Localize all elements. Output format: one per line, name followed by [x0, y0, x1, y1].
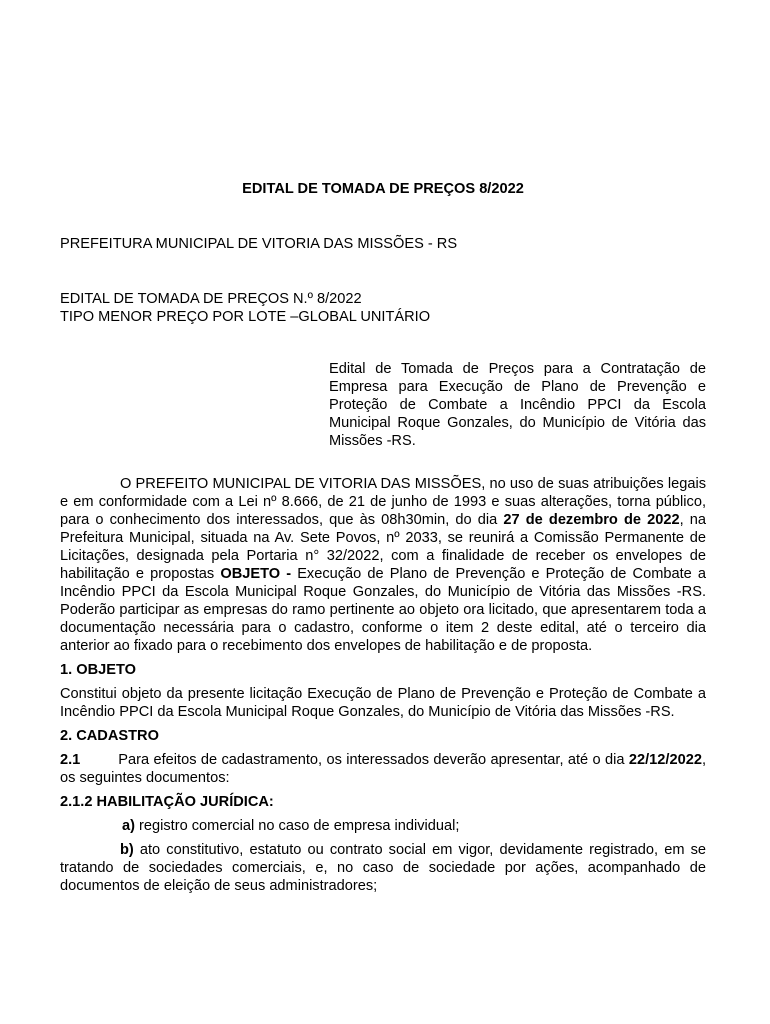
objeto-label: OBJETO -: [220, 566, 292, 582]
item-b-label: b): [120, 842, 134, 858]
section-2-1-2-heading: 2.1.2 HABILITAÇÃO JURÍDICA:: [60, 794, 274, 810]
section-1-text: Constitui objeto da presente licitação Execução de Plano de Prevenção e Proteção de Combate a Incêndio PPCI da Escola Municipal Roque Gonzales, do Município de Vitória das Missões -RS.: [60, 686, 706, 720]
tipo-line: TIPO MENOR PREÇO POR LOTE –GLOBAL UNITÁRIO: [60, 309, 431, 325]
item-2-1-text: Para efeitos de cadastramento, os interessados deverão apresentar, até o dia: [118, 752, 629, 768]
item-a-text: registro comercial no caso de empresa individual;: [134, 818, 460, 834]
item-2-1-date: 22/12/2022: [628, 752, 702, 768]
intro-text-1: O PREFEITO MUNICIPAL DE VITORIA DAS MISSÕES, no uso de suas atribuições legais e em conformidade com a Lei nº 8.666, de 21 de junho de 1993 e suas alterações, torna público, para o conhecimento dos interessados, que às 08h30min, do dia: [60, 476, 706, 528]
document-body: [60, 475, 706, 895]
section-2-heading: 2. CADASTRO: [60, 728, 159, 744]
item-2-1-number: 2.1: [60, 752, 81, 768]
item-a-label: a): [122, 818, 135, 834]
edital-number: EDITAL DE TOMADA DE PREÇOS N.º 8/2022: [60, 291, 362, 307]
section-1-heading: 1. OBJETO: [60, 662, 136, 678]
edital-summary: Edital de Tomada de Preços para a Contratação de Empresa para Execução de Plano de Prevenção e Proteção de Combate a Incêndio PPCI da Escola Municipal Roque Gonzales, do Município de Vitória das Missões -RS.: [329, 361, 706, 449]
intro-paragraph: [60, 475, 706, 655]
item-2-1-text-end: , os seguintes documentos:: [60, 752, 706, 786]
item-a: [60, 817, 706, 835]
item-b-text: ato constitutivo, estatuto ou contrato social em vigor, devidamente registrado, em se tratando de sociedades comerciais, e, no caso de sociedade por ações, acompanhado de documentos de eleição de seus administradores;: [60, 842, 706, 894]
item-b: [60, 841, 706, 895]
prefeitura-heading: PREFEITURA MUNICIPAL DE VITORIA DAS MISSÕES - RS: [60, 236, 458, 252]
intro-text-2: , na Prefeitura Municipal, situada na Av. Sete Povos, nº 2033, se reunirá a Comissão Permanente de Licitações, designada pela Portaria n° 32/2022, com a finalidade de receber os envelopes de habilitação e propostas: [60, 512, 706, 582]
session-date: 27 de dezembro de 2022: [503, 512, 680, 528]
section-2-1-paragraph: [60, 751, 706, 787]
intro-text-3: Execução de Plano de Prevenção e Proteção de Combate a Incêndio PPCI da Escola Municipal Roque Gonzales, do Município de Vitória das Missões -RS. Poderão participar as empresas do ramo pertinente ao objeto ora licitado, que apresentarem toda a documentação necessária para o cadastro, conforme o item 2 deste edital, até o terceiro dia anterior ao fixado para o recebimento dos envelopes de habilitação e de proposta.: [60, 566, 706, 654]
document-title: EDITAL DE TOMADA DE PREÇOS 8/2022: [242, 181, 524, 197]
